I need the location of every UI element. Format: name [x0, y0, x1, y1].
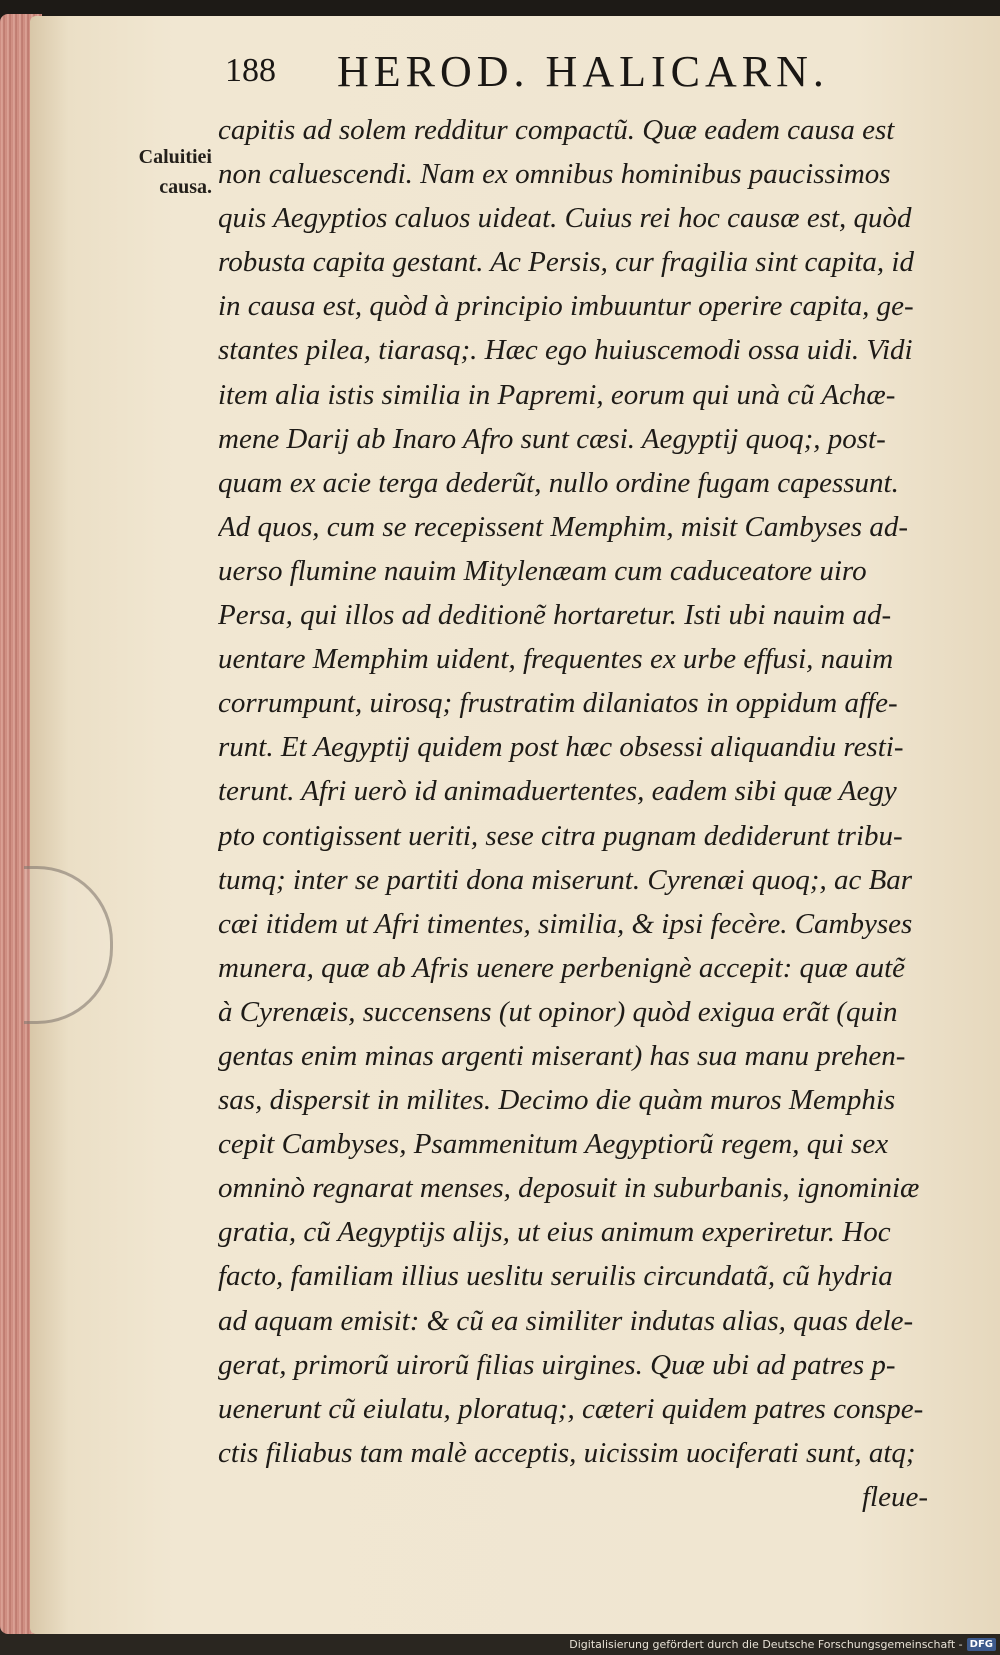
- text-line: uerso flumine nauim Mitylenæam cum caduceatore uiro: [218, 554, 867, 587]
- text-line: tumq; inter se partiti dona miserunt. Cyrenæi quoq;, ac Bar: [218, 863, 913, 896]
- text-line: Ad quos, cum se recepissent Memphim, misit Cambyses ad-: [218, 510, 908, 543]
- text-line: sas, dispersit in milites. Decimo die quàm muros Memphis: [218, 1084, 896, 1117]
- text-line: gratia, cũ Aegyptijs alijs, ut eius animum experiretur. Hoc: [218, 1216, 891, 1249]
- text-line: à Cyrenæis, succensens (ut opinor) quòd exigua erãt (quin: [218, 995, 898, 1028]
- text-line: facto, familiam illius ueslitu seruilis circundatã, cũ hydria: [218, 1260, 893, 1293]
- running-head: HEROD. HALICARN.: [337, 47, 829, 96]
- marginal-note-line: Caluitiei: [138, 146, 212, 168]
- text-line: Persa, qui illos ad deditionẽ hortaretur. Isti ubi nauim ad-: [218, 599, 892, 632]
- text-line: cæi itidem ut Afri timentes, similia, & ipsi fecère. Cambyses: [218, 907, 913, 940]
- text-line: ctis filiabus tam malè acceptis, uicissim uociferati sunt, atq;: [218, 1436, 916, 1469]
- dfg-logo-icon: DFG: [967, 1638, 996, 1651]
- text-line: non caluescendi. Nam ex omnibus hominibus paucissimos: [218, 158, 891, 191]
- digitization-footer: [569, 1636, 996, 1652]
- marginal-note-line: causa.: [159, 176, 212, 198]
- text-line: omninò regnarat menses, deposuit in suburbanis, ignominiæ: [218, 1172, 920, 1205]
- text-line: gerat, primorũ uirorũ filias uirgines. Quæ ubi ad patres p-: [218, 1348, 896, 1381]
- text-line: cepit Cambyses, Psammenitum Aegyptiorũ regem, qui sex: [218, 1128, 889, 1161]
- text-line: ad aquam emisit: & cũ ea similiter indutas alias, quas dele-: [218, 1304, 914, 1337]
- text-line: stantes pilea, tiarasq;. Hæc ego huiuscemodi ossa uidi. Vidi: [218, 334, 913, 367]
- text-line: quam ex acie terga dederũt, nullo ordine fugam capessunt.: [218, 466, 899, 499]
- text-line: terunt. Afri uerò id animaduertentes, eadem sibi quæ Aegy: [218, 775, 897, 808]
- text-line: uenerunt cũ eiulatu, ploratuq;, cæteri quidem patres conspe-: [218, 1392, 924, 1425]
- text-line: uentare Memphim uident, frequentes ex urbe effusi, nauim: [218, 643, 894, 676]
- text-line: corrumpunt, uirosq; frustratim dilaniatos in oppidum affe-: [218, 687, 898, 720]
- text-line: mene Darij ab Inaro Afro sunt cæsi. Aegyptij quoq;, post-: [218, 422, 886, 455]
- footer-text: Digitalisierung gefördert durch die Deutsche Forschungsgemeinschaft -: [569, 1637, 963, 1651]
- text-line: runt. Et Aegyptij quidem post hæc obsessi aliquandiu resti-: [218, 731, 904, 764]
- text-line: fleue-: [861, 1480, 928, 1513]
- text-line: in causa est, quòd à principio imbuuntur operire capita, ge-: [218, 290, 914, 323]
- text-line: robusta capita gestant. Ac Persis, cur fragilia sint capita, id: [218, 246, 914, 279]
- marginal-note: [100, 142, 212, 202]
- page-clip: [24, 866, 113, 1024]
- page-header: [225, 46, 925, 106]
- page-number: 188: [225, 52, 276, 89]
- text-line: pto contigissent ueriti, sese citra pugnam dediderunt tribu-: [218, 819, 903, 852]
- text-line: item alia istis similia in Papremi, eorum qui unà cũ Achæ-: [218, 378, 896, 411]
- text-line: quis Aegyptios caluos uideat. Cuius rei hoc causæ est, quòd: [218, 202, 912, 235]
- text-line: capitis ad solem redditur compactũ. Quæ eadem causa est: [218, 114, 895, 146]
- text-line: gentas enim minas argenti miserant) has sua manu prehen-: [218, 1039, 906, 1072]
- text-line: munera, quæ ab Afris uenere perbenignè accepit: quæ autẽ: [218, 951, 906, 984]
- body-text: [218, 108, 958, 1519]
